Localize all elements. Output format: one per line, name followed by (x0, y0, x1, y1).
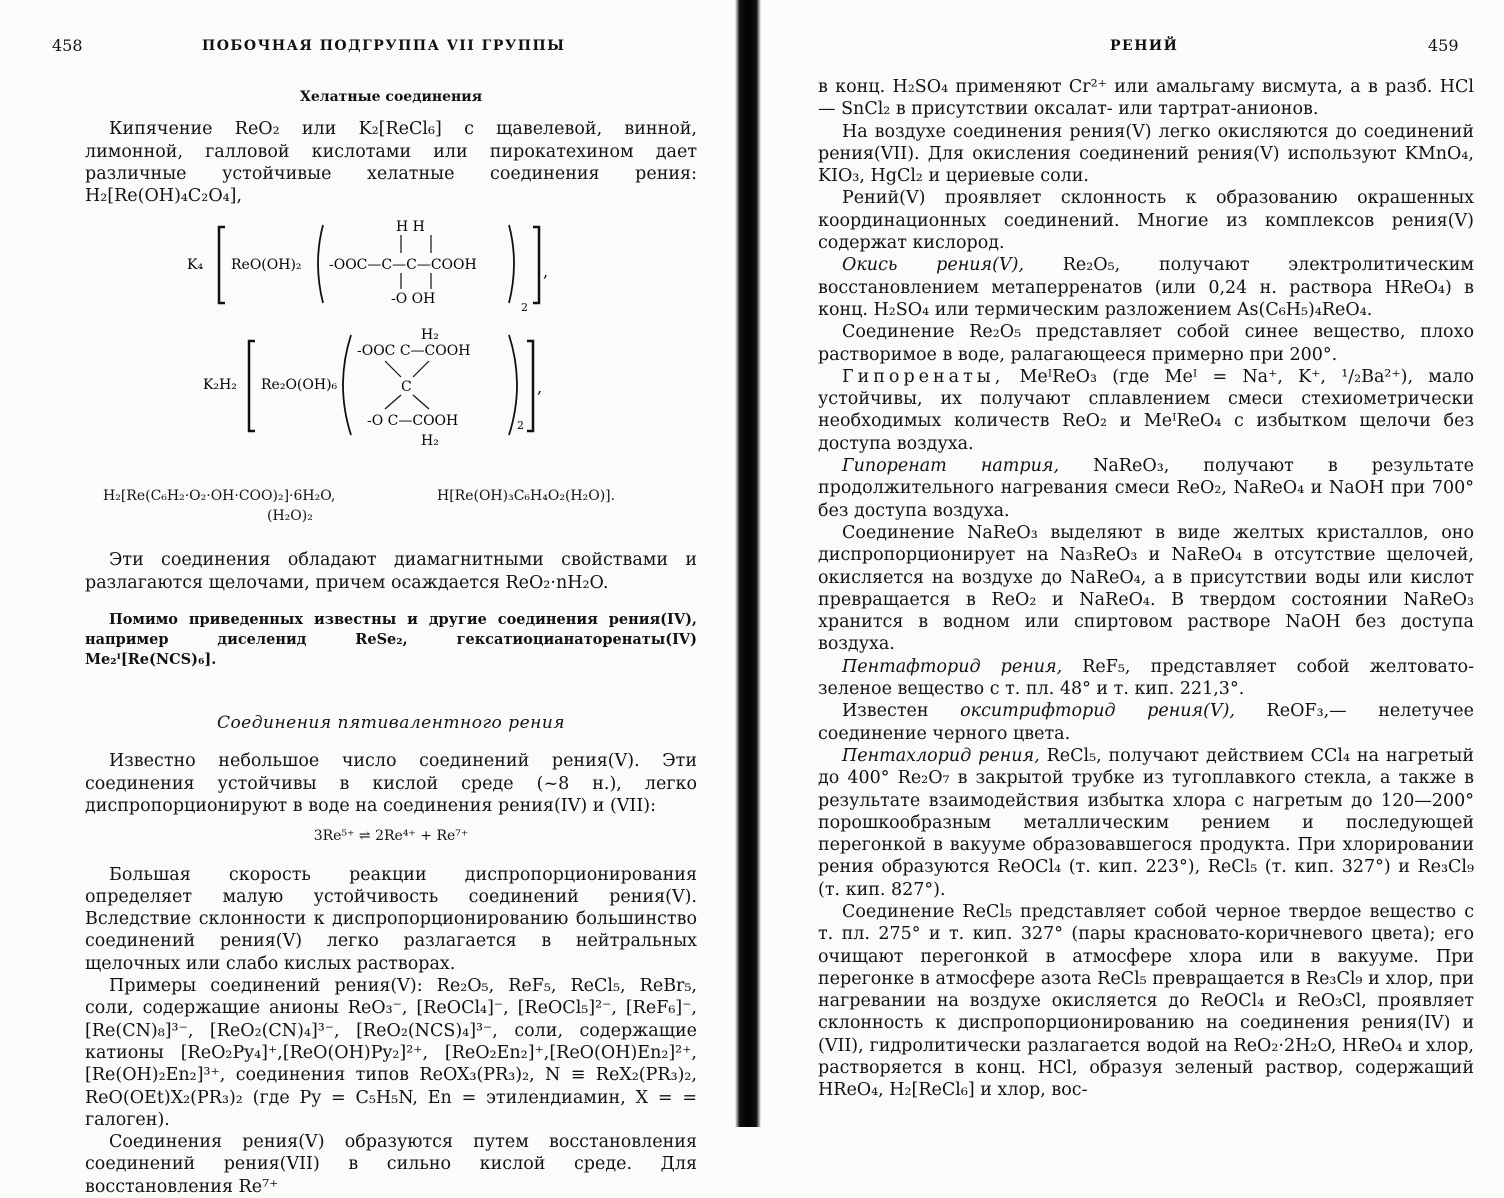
section-heading: Хелатные соединения (299, 89, 483, 105)
formula1-top-h: H H (396, 219, 425, 236)
paragraph: Рений(V) проявляет склонность к образованию окрашенных координационных соединений. Многие из комплексов рения(V) содержат кислород. (818, 188, 1474, 254)
paragraph: Соединение Re₂O₅ представляет собой синее вещество, плохо растворимое в воде, ралагающееся примерно при 200°. (818, 322, 1474, 365)
running-head: РЕНИЙ (1110, 38, 1179, 54)
paragraph: Гипоренаты, MeᴵReO₃ (где Meᴵ = Na⁺, K⁺, ¹/₂Ba²⁺), мало устойчивы, их получают сплавлением смеси стехиометрически необходимых количеств ReO₂ и MeᴵReO₄ с избытком щелочи без доступа воздуха. (818, 366, 1474, 454)
formula2-prefix: K₂H₂ (203, 377, 237, 394)
section-heading: Соединения пятивалентного рения (216, 713, 566, 734)
term: Пентахлорид рения, (842, 745, 1040, 766)
equation: 3Re⁵⁺ ⇌ 2Re⁴⁺ + Re⁷⁺ (313, 828, 469, 845)
svg-text:,: , (537, 378, 543, 398)
formula2-core: Re₂O(OH)₆ (261, 377, 338, 394)
left-body (85, 86, 697, 1198)
formula2-row3: -O C—COOH (367, 413, 459, 430)
paragraph: Большая скорость реакции диспропорционирования определяет малую устойчивость соединений рения(V). Вследствие склонности к диспропорционированию большинство соединений рения(V) легко разлагается в нейтральных щелочных или слабо кислых растворах. (85, 864, 697, 974)
formula2-bottom-h: H₂ (421, 433, 439, 450)
formula4: H[Re(OH)₃C₆H₄O₂(H₂O)]. (437, 488, 616, 505)
paragraph: На воздухе соединения рения(V) легко окисляются до соединений рения(VII). Для окисления соединений рения(V) используют KMnO₄, KIO₃, HgCl₂ и цериевые соли. (818, 121, 1474, 187)
formula1-prefix: K₄ (187, 257, 204, 274)
paragraph: в конц. H₂SO₄ применяют Cr²⁺ или амальгаму висмута, а в разб. HCl — SnCl₂ в присутствии оксалат- или тартрат-анионов. (818, 77, 1474, 120)
formula2-row1: -OOC C—COOH (357, 343, 471, 360)
term: Гипоренаты, (842, 366, 1005, 387)
bracket (249, 341, 255, 431)
formula3: H₂[Re(C₆H₂·O₂·OH·COO)₂]·6H₂O, (103, 488, 336, 505)
formula3-sub: (H₂O)₂ (267, 508, 313, 525)
paragraph: Известно небольшое число соединений рения(V). Эти соединения устойчивы в кислой среде (~8 н.), легко диспропорционируют в воде на соединения рения(IV) и (VII): (85, 751, 697, 816)
right-page (770, 0, 1504, 1127)
paren (343, 335, 351, 435)
formula2-sub: 2 (517, 419, 524, 433)
page-number: 459 (1428, 36, 1459, 55)
book-spine-gutter (735, 0, 761, 1127)
formula-row (85, 485, 697, 529)
paragraph: Известен окситрифторид рения(V), ReOF₃,— нелетучее соединение черного цвета. (818, 701, 1474, 744)
note: Помимо приведенных известны и другие соединения рения(IV), например диселенид ReSe₂, гексатиоцианаторенаты(IV) Me₂ᴵ[Re(NCS)₆]. (85, 611, 697, 669)
paren (509, 225, 514, 303)
paren (318, 225, 323, 303)
formula1-core: ReO(OH)₂ (231, 257, 302, 274)
right-body (818, 76, 1474, 1102)
formula1-group: -OOC—C—C—COOH (329, 257, 477, 274)
paragraph: Окись рения(V), Re₂O₅, получают электролитическим восстановлением метаперренатов (или 0,24 н. раствора HReO₄) в конц. H₂SO₄ или термическим разложением As(C₆H₅)₄ReO₄. (818, 255, 1474, 320)
structural-formulas (85, 213, 697, 473)
bracket (219, 227, 225, 303)
term: Окись рения(V), (842, 255, 1024, 276)
paragraph: Соединение NaReO₃ выделяют в виде желтых кристаллов, оно диспропорционирует на Na₃ReO₃ и NaReO₄ в отсутствие щелочей, окисляется на воздухе до NaReO₄, а в присутствии воды или кислот превращается в ReO₂ и NaReO₄. В твердом состоянии NaReO₃ хранится в водном или спиртовом растворе NaOH без доступа воздуха. (818, 522, 1474, 655)
term: окситрифторид рения(V), (960, 701, 1235, 722)
paren (509, 335, 517, 435)
bracket (527, 341, 533, 431)
formula2-center: C (401, 379, 412, 396)
paragraph: Гипоренат натрия, NaReO₃, получают в результате продолжительного нагревания смеси ReO₂, NaReO₄ и NaOH при 700° без доступа воздуха. (818, 456, 1474, 521)
formula1-sub: 2 (521, 301, 528, 315)
paragraph: Соединения рения(V) образуются путем восстановления соединений рения(VII) в сильно кислой среде. Для восстановления Re⁷⁺ (85, 1132, 697, 1197)
page-number: 458 (52, 36, 83, 55)
term: Пентафторид рения, (842, 656, 1063, 677)
formula1-bottom: -O OH (391, 291, 436, 308)
left-page (0, 0, 738, 1197)
running-head: ПОБОЧНАЯ ПОДГРУППА VII ГРУППЫ (202, 38, 566, 54)
paragraph: Эти соединения обладают диамагнитными свойствами и разлагаются щелочами, причем осаждается ReO₂·nH₂O. (85, 550, 697, 593)
chelate-formula-diagram (85, 213, 697, 473)
paragraph: Пентафторид рения, ReF₅, представляет собой желтовато-зеленое вещество с т. пл. 48° и т. кип. 221,3°. (818, 656, 1474, 700)
svg-text:,: , (543, 262, 549, 282)
bracket (533, 227, 539, 303)
formula2-top-h: H₂ (421, 327, 439, 344)
paragraph: Примеры соединений рения(V): Re₂O₅, ReF₅, ReCl₅, ReBr₅, соли, содержащие анионы ReO₃⁻, [ReOCl₄]⁻, [ReOCl₅]²⁻, [ReF₆]⁻, [Re(CN)₈]³⁻, [ReO₂(CN)₄]³⁻, [ReO₂(NCS)₄]³⁻, соли, содержащие катионы [ReO₂Py₄]⁺,[ReO(OH)Py₂]²⁺, [ReO₂En₂]⁺,[ReO(OH)En₂]²⁺, [Re(OH)₂En₂]³⁺, соединения типов ReOX₃(PR₃)₂, N ≡ ReX₂(PR₃)₂, ReO(OEt)X₂(PR₃)₂ (где Py = C₅H₅N, En = этилендиамин, X = = галоген). (85, 976, 697, 1130)
paragraph: Кипячение ReO₂ или K₂[ReCl₆] с щавелевой, винной, лимонной, галловой кислотами или пирокатехином дает различные устойчивые хелатные соединения рения: H₂[Re(OH)₄C₂O₄], (85, 119, 697, 207)
paragraph: Соединение ReCl₅ представляет собой черное твердое вещество с т. пл. 275° и т. кип. 327° (пары красновато-коричневого цвета); его очищают перегонкой в атмосфере хлора или в вакууме. При перегонке в атмосфере азота ReCl₅ превращается в Re₃Cl₉ и хлор, при нагревании на воздухе окисляется до ReOCl₄ и ReO₃Cl, проявляет склонность к диспропорционированию на соединения рения(IV) и (VII), гидролитически разлагается водой на ReO₂·2H₂O, HReO₄ и хлор, растворяется в конц. HCl, образуя зеленый раствор, содержащий HReO₄, H₂[ReCl₆] и хлор, вос- (818, 901, 1474, 1101)
term: Гипоренат натрия, (842, 456, 1060, 477)
paragraph: Пентахлорид рения, ReCl₅, получают действием CCl₄ на нагретый до 400° Re₂O₇ в закрытой трубке из тугоплавкого стекла, а также в результате взаимодействия избытка хлора с нагретым до 120—200° порошкообразным металлическим рением и последующей перегонкой в вакууме образовавшегося продукта. При хлорировании рения образуются ReOCl₄ (т. кип. 223°), ReCl₅ (т. кип. 327°) и Re₃Cl₉ (т. кип. 827°). (818, 745, 1475, 900)
